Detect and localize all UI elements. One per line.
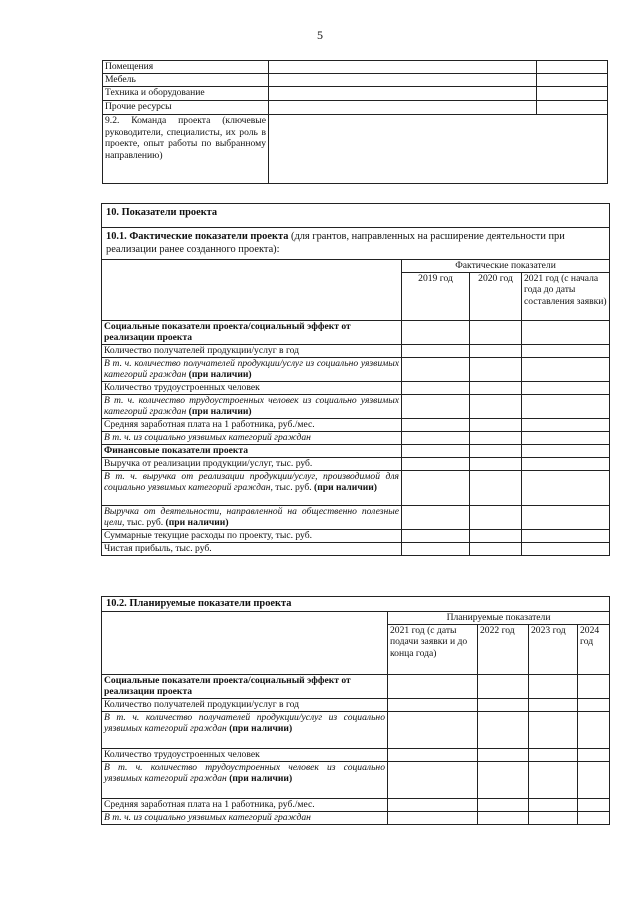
indicator-label: Социальные показатели проекта/социальный эффект от реализации проекта (102, 674, 388, 698)
value-cell (402, 505, 470, 529)
value-cell (402, 431, 470, 444)
table-row (102, 529, 610, 542)
value-cell (522, 357, 610, 381)
value-cell (478, 798, 529, 811)
value-cell (470, 394, 522, 418)
value-cell (388, 811, 478, 824)
value-cell (402, 344, 470, 357)
value-cell (470, 344, 522, 357)
value-cell (388, 761, 478, 798)
table-row (102, 542, 610, 555)
value-cell (478, 711, 529, 748)
value-cell (388, 711, 478, 748)
value-cell (478, 761, 529, 798)
table-row (102, 811, 610, 824)
table-row (102, 381, 610, 394)
indicator-label: Средняя заработная плата на 1 работника, руб./мес. (102, 418, 402, 431)
table-row (102, 431, 610, 444)
indicator-label: В т. ч. из социально уязвимых категорий граждан (102, 811, 388, 824)
value-cell (470, 320, 522, 344)
year-header: 2021 год (с даты подачи заявки и до конца года) (388, 624, 478, 674)
value-cell (402, 357, 470, 381)
table-row (102, 344, 610, 357)
indicator-label: Количество получателей продукции/услуг в год (102, 698, 388, 711)
table-row (103, 87, 608, 101)
table-row (102, 674, 610, 698)
indicator-label: В т. ч. выручка от реализации продукции/услуг, производимой для социально уязвимых категорий граждан, тыс. руб. (при наличии) (102, 470, 402, 505)
resource-label: Мебель (103, 74, 269, 87)
resource-label: Прочие ресурсы (103, 101, 269, 115)
value-cell (578, 798, 610, 811)
value-cell (522, 542, 610, 555)
indicator-label: Финансовые показатели проекта (102, 444, 402, 457)
table-row (103, 74, 608, 87)
table-row (102, 470, 610, 505)
value-cell (522, 444, 610, 457)
value-cell (402, 457, 470, 470)
value-cell (578, 711, 610, 748)
actual-header: Фактические показатели (402, 260, 610, 273)
value-cell (402, 418, 470, 431)
value-cell (522, 381, 610, 394)
subsection-title: 10.1. Фактические показатели проекта (для грантов, направленных на расширение деятельности при реализации ранее созданного проекта): (102, 228, 610, 260)
indicator-label: В т. ч. из социально уязвимых категорий граждан (102, 431, 402, 444)
value-cell (522, 418, 610, 431)
value-cell (470, 381, 522, 394)
resources-table (102, 60, 608, 184)
value-cell (478, 748, 529, 761)
value-cell (402, 444, 470, 457)
subsection-title: 10.2. Планируемые показатели проекта (102, 597, 610, 612)
indicator-label: Чистая прибыль, тыс. руб. (102, 542, 402, 555)
value-cell (522, 431, 610, 444)
value-cell (470, 542, 522, 555)
value-cell (402, 320, 470, 344)
value-cell (470, 470, 522, 505)
resource-label: Техника и оборудование (103, 87, 269, 101)
year-header: 2023 год (529, 624, 578, 674)
year-header: 2024 год (578, 624, 610, 674)
value-cell (578, 811, 610, 824)
value-cell (470, 505, 522, 529)
value-cell (470, 457, 522, 470)
value-cell (388, 748, 478, 761)
actual-indicators-table (101, 203, 610, 556)
year-header: 2022 год (478, 624, 529, 674)
value-cell (529, 748, 578, 761)
value-cell (578, 761, 610, 798)
value-cell (402, 381, 470, 394)
indicator-label: Количество трудоустроенных человек (102, 748, 388, 761)
table-row (102, 320, 610, 344)
value-cell (529, 798, 578, 811)
value-cell (522, 505, 610, 529)
value-cell (470, 529, 522, 542)
indicator-label: Средняя заработная плата на 1 работника, руб./мес. (102, 798, 388, 811)
value-cell (470, 357, 522, 381)
indicator-label: В т. ч. количество трудоустроенных человек из социально уязвимых категорий граждан (при наличии) (102, 761, 388, 798)
table-row (103, 61, 608, 74)
value-cell (402, 470, 470, 505)
value-cell (470, 418, 522, 431)
value-cell (478, 811, 529, 824)
value-cell (529, 674, 578, 698)
indicator-label: Количество получателей продукции/услуг в год (102, 344, 402, 357)
table-row (102, 711, 610, 748)
value-cell (522, 470, 610, 505)
value-cell (529, 698, 578, 711)
value-cell (478, 674, 529, 698)
table-row (102, 418, 610, 431)
value-cell (529, 811, 578, 824)
value-cell (522, 344, 610, 357)
table-row (102, 457, 610, 470)
year-header: 2020 год (470, 272, 522, 320)
value-cell (529, 761, 578, 798)
table-row (102, 748, 610, 761)
indicator-label: Выручка от деятельности, направленной на общественно полезные цели, тыс. руб. (при наличии) (102, 505, 402, 529)
value-cell (522, 394, 610, 418)
indicator-label: Выручка от реализации продукции/услуг, тыс. руб. (102, 457, 402, 470)
table-row (103, 101, 608, 115)
section-title: 10. Показатели проекта (102, 204, 610, 228)
table-row (103, 115, 608, 184)
table-row (102, 798, 610, 811)
indicator-label: Социальные показатели проекта/социальный эффект от реализации проекта (102, 320, 402, 344)
table-row (102, 394, 610, 418)
value-cell (388, 698, 478, 711)
indicator-label: Суммарные текущие расходы по проекту, тыс. руб. (102, 529, 402, 542)
team-label: 9.2. Команда проекта (ключевые руководители, специалисты, их роль в проекте, опыт работы по выбранному направлению) (103, 115, 269, 184)
table-row (102, 761, 610, 798)
value-cell (522, 457, 610, 470)
table-row (102, 357, 610, 381)
table-row (102, 698, 610, 711)
value-cell (388, 674, 478, 698)
value-cell (470, 431, 522, 444)
value-cell (578, 698, 610, 711)
indicator-label: Количество трудоустроенных человек (102, 381, 402, 394)
value-cell (388, 798, 478, 811)
value-cell (402, 542, 470, 555)
page-number: 5 (317, 28, 323, 42)
indicator-label: В т. ч. количество получателей продукции/услуг из социально уязвимых категорий граждан (при наличии) (102, 711, 388, 748)
table-row (102, 444, 610, 457)
value-cell (478, 698, 529, 711)
year-header: 2019 год (402, 272, 470, 320)
planned-indicators-table (101, 596, 610, 825)
value-cell (470, 444, 522, 457)
value-cell (522, 529, 610, 542)
value-cell (522, 320, 610, 344)
value-cell (578, 674, 610, 698)
resource-label: Помещения (103, 61, 269, 74)
table-row (102, 505, 610, 529)
value-cell (578, 748, 610, 761)
value-cell (402, 529, 470, 542)
indicator-label: В т. ч. количество получателей продукции/услуг из социально уязвимых категорий граждан (при наличии) (102, 357, 402, 381)
value-cell (529, 711, 578, 748)
year-header: 2021 год (с начала года до даты составления заявки) (522, 272, 610, 320)
planned-header: Планируемые показатели (388, 612, 610, 625)
value-cell (402, 394, 470, 418)
indicator-label: В т. ч. количество трудоустроенных человек из социально уязвимых категорий граждан (при наличии) (102, 394, 402, 418)
